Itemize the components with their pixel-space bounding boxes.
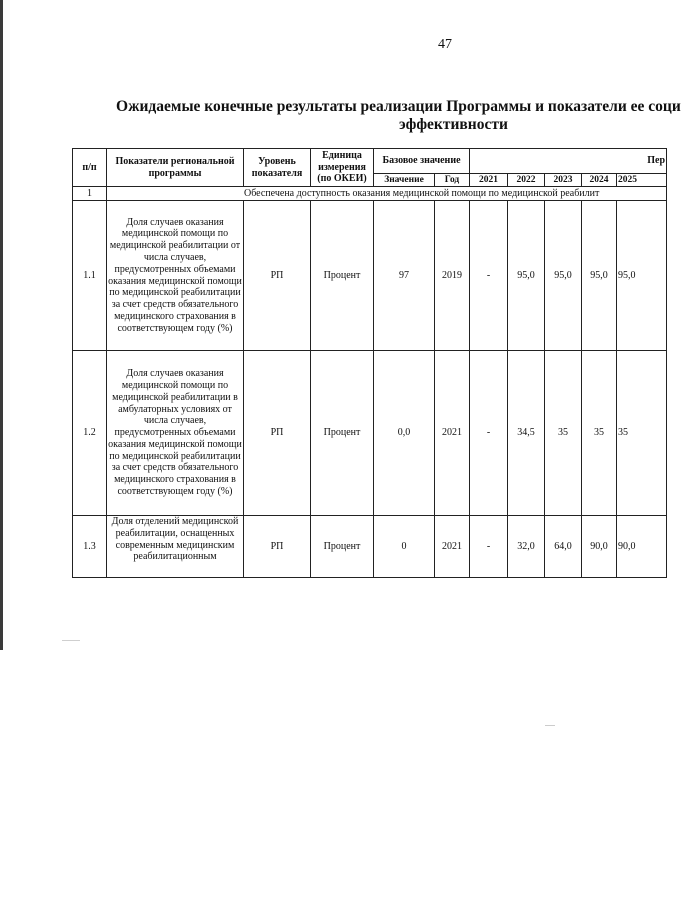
indicator-unit: Процент [311, 201, 374, 351]
base-year: 2019 [435, 201, 470, 351]
indicator-name: Доля случаев оказания медицинской помощи по медицинской реабилитации от числа случаев, предусмотренных объемами оказания медицинской помощи по медицинской реабилитации за счет средств обязательного медицинского страхования в соответствующем году (%) [107, 201, 244, 351]
value-2025: 95,0 [617, 201, 667, 351]
scan-speck [62, 640, 80, 641]
row-num: 1.3 [73, 516, 107, 578]
value-2021: - [470, 201, 508, 351]
header-year-2025: 2025 [617, 174, 667, 187]
section-row [73, 187, 667, 201]
base-year: 2021 [435, 351, 470, 516]
header-num: п/п [73, 149, 107, 187]
results-table [72, 148, 667, 578]
indicator-name: Доля случаев оказания медицинской помощи по медицинской реабилитации в амбулаторных условиях от числа случаев, предусмотренных объемами оказания медицинской помощи по медицинской реабилитации за счет средств обязательного медицинского страхования в соответствующем году (%) [107, 351, 244, 516]
header-base-value: Значение [374, 174, 435, 187]
header-level: Уровень показателя [244, 149, 311, 187]
value-2025: 35 [617, 351, 667, 516]
base-value: 97 [374, 201, 435, 351]
indicator-unit: Процент [311, 516, 374, 578]
table-row [73, 201, 667, 351]
value-2023: 35 [545, 351, 582, 516]
value-2023: 64,0 [545, 516, 582, 578]
value-2023: 95,0 [545, 201, 582, 351]
header-period: Пер [470, 149, 667, 174]
page-title-line2: эффективности [399, 116, 508, 133]
value-2021: - [470, 351, 508, 516]
header-row-1 [73, 149, 667, 174]
value-2022: 95,0 [508, 201, 545, 351]
base-value: 0,0 [374, 351, 435, 516]
section-num: 1 [73, 187, 107, 201]
header-base-year: Год [435, 174, 470, 187]
indicator-level: РП [244, 201, 311, 351]
results-table-container [72, 148, 666, 582]
table-row [73, 516, 667, 578]
value-2022: 32,0 [508, 516, 545, 578]
section-title: Обеспечена доступность оказания медицинской помощи по медицинской реабилит [107, 187, 667, 201]
header-year-2022: 2022 [508, 174, 545, 187]
indicator-level: РП [244, 516, 311, 578]
value-2024: 95,0 [582, 201, 617, 351]
value-2021: - [470, 516, 508, 578]
page-number: 47 [438, 37, 452, 52]
scan-speck [545, 725, 555, 726]
header-base: Базовое значение [374, 149, 470, 174]
value-2024: 90,0 [582, 516, 617, 578]
indicator-name: Доля отделений медицинской реабилитации, оснащенных современным медицинским реабилитационным [107, 516, 244, 578]
header-year-2024: 2024 [582, 174, 617, 187]
row-num: 1.1 [73, 201, 107, 351]
row-num: 1.2 [73, 351, 107, 516]
header-year-2021: 2021 [470, 174, 508, 187]
table-row [73, 351, 667, 516]
value-2022: 34,5 [508, 351, 545, 516]
indicator-level: РП [244, 351, 311, 516]
scan-left-edge [0, 0, 3, 650]
value-2024: 35 [582, 351, 617, 516]
header-unit: Единица измерения (по ОКЕИ) [311, 149, 374, 187]
header-indicator: Показатели региональной программы [107, 149, 244, 187]
base-year: 2021 [435, 516, 470, 578]
header-year-2023: 2023 [545, 174, 582, 187]
value-2025: 90,0 [617, 516, 667, 578]
base-value: 0 [374, 516, 435, 578]
indicator-unit: Процент [311, 351, 374, 516]
page-title: Ожидаемые конечные результаты реализации Программы и показатели ее соци [116, 98, 681, 115]
